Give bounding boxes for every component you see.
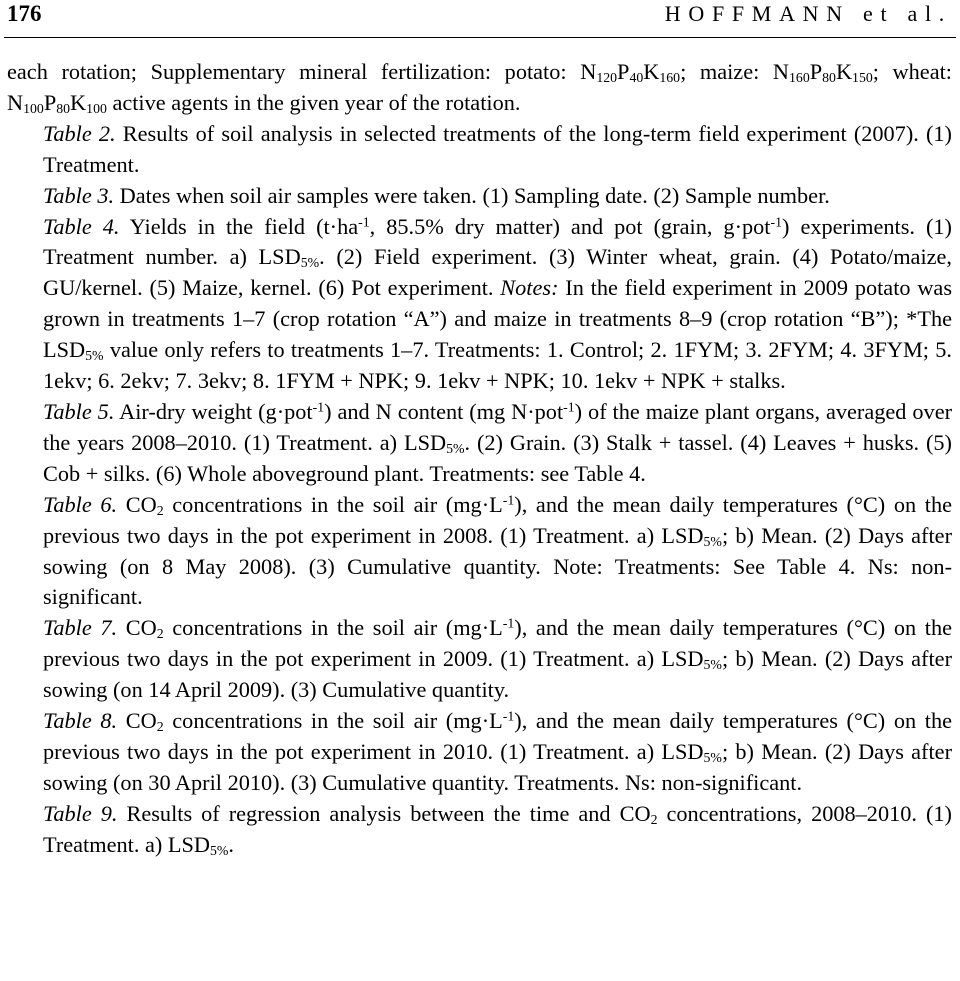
table-label: Table 5.: [43, 398, 115, 424]
subscript: 5%: [210, 842, 229, 858]
text-run: CO: [117, 615, 157, 641]
text-run: , 85.5% dry matter) and pot (grain, g·pot: [369, 213, 771, 239]
subscript: 100: [23, 100, 44, 116]
superscript: -1: [502, 615, 515, 631]
text-run: ), and the mean daily temperatures (°C) on the previous two days in the pot experiment in 2008. (1) Treatment. a) LSD: [43, 491, 952, 548]
text-run: CO: [117, 491, 157, 517]
subscript: 80: [822, 70, 836, 86]
text-run: ) and N content (mg N·pot: [324, 398, 564, 424]
subscript: 120: [596, 70, 618, 86]
table-caption: [7, 799, 952, 861]
continuation-paragraph: [7, 57, 952, 119]
text-run: Air-dry weight (g·pot: [114, 398, 313, 424]
text-run: P: [809, 59, 823, 84]
table-label: Table 9.: [43, 800, 118, 826]
superscript: -1: [502, 492, 515, 508]
text-run: active agents in the given year of the rotation.: [106, 89, 521, 115]
text-run: concentrations in the soil air (mg·L: [163, 491, 503, 517]
text-run: P: [43, 89, 57, 115]
italic-text: Notes:: [500, 275, 559, 301]
table-label: Table 6.: [43, 491, 118, 517]
text-run: Yields in the field (t·ha: [119, 213, 359, 239]
subscript: 150: [852, 70, 873, 86]
table-caption: [7, 613, 952, 706]
subscript: 100: [86, 100, 107, 116]
text-run: ), and the mean daily temperatures (°C) on the previous two days in the pot experiment in 2009. (1) Treatment. a) LSD: [43, 615, 952, 672]
subscript: 160: [659, 70, 681, 86]
subscript: 5%: [703, 533, 722, 549]
text-run: K: [643, 59, 660, 84]
text-run: concentrations in the soil air (mg·L: [163, 708, 503, 734]
text-run: CO: [117, 708, 157, 734]
superscript: -1: [563, 399, 575, 415]
subscript: 5%: [300, 255, 320, 271]
text-run: . (2) Grain. (3) Stalk + tassel. (4) Leaves + husks. (5) Cob + silks. (6) Whole aboveground plant. Treatments: see Table 4.: [43, 429, 952, 486]
text-run: ; wheat: N: [7, 59, 952, 115]
running-head: HOFFMANN et al.: [664, 1, 952, 26]
table-label: Table 7.: [43, 615, 118, 641]
table-caption: [7, 706, 952, 799]
superscript: -1: [502, 708, 515, 724]
text-run: ) experiments. (1) Treatment number. a) LSD: [43, 213, 952, 270]
text-run: each rotation; Supplementary mineral fertilization: potato: N: [7, 59, 597, 84]
subscript: 5%: [446, 440, 465, 456]
text-run: value only refers to treatments 1–7. Treatments: 1. Control; 2. 1FYM; 3. 2FYM; 4. 3FYM; 5. 1ekv; 6. 2ekv; 7. 3ekv; 8. 1FYM + NPK; 9. 1ekv + NPK; 10. 1ekv + NPK + stalks.: [43, 337, 952, 394]
subscript: 160: [789, 70, 810, 86]
table-caption: [7, 119, 952, 181]
table-label: Table 2.: [43, 120, 116, 146]
text-run: In the field experiment in 2009 potato was grown in treatments 1–7 (crop rotation “A”) and maize in treatments 8–9 (crop rotation “B”); *The LSD: [43, 275, 952, 363]
text-run: concentrations in the soil air (mg·L: [163, 615, 503, 641]
table-label: Table 3.: [43, 182, 115, 208]
text-run: ; b) Mean. (2) Days after sowing (on 30 April 2010). (3) Cumulative quantity. Treatments. Ns: non-significant.: [43, 738, 952, 795]
table-caption: [7, 212, 952, 397]
text-run: ; b) Mean. (2) Days after sowing (on 14 April 2009). (3) Cumulative quantity.: [43, 646, 952, 703]
subscript: 2: [156, 626, 164, 642]
text-run: K: [835, 59, 853, 84]
page-number: 176: [7, 1, 42, 26]
table-caption: [7, 490, 952, 614]
text-run: Results of soil analysis in selected treatments of the long-term field experiment (2007). (1) Treatment.: [43, 120, 952, 177]
subscript: 5%: [703, 749, 722, 765]
subscript: 80: [56, 100, 71, 116]
text-run: Results of regression analysis between the time and CO: [117, 800, 651, 826]
subscript: 2: [156, 502, 164, 518]
text-run: ; b) Mean. (2) Days after sowing (on 8 May 2008). (3) Cumulative quantity. Note: Treatments: See Table 4. Ns: non-significant.: [43, 522, 952, 610]
subscript: 40: [629, 70, 644, 86]
text-run: . (2) Field experiment. (3) Winter wheat, grain. (4) Potato/maize, GU/kernel. (5) Maize, kernel. (6) Pot experiment.: [43, 244, 953, 301]
text-run: ), and the mean daily temperatures (°C) on the previous two days in the pot experiment in 2010. (1) Treatment. a) LSD: [43, 708, 952, 764]
text-run: P: [617, 59, 630, 84]
subscript: 2: [650, 811, 658, 827]
table-caption: [7, 181, 952, 212]
page-header: [7, 0, 952, 34]
text-run: ; maize: N: [680, 59, 789, 84]
text-run: .: [228, 831, 234, 857]
subscript: 2: [156, 719, 164, 735]
superscript: -1: [358, 213, 370, 229]
superscript: -1: [770, 213, 783, 229]
header-rule: [4, 37, 956, 38]
text-run: Dates when soil air samples were taken. (1) Sampling date. (2) Sample number.: [114, 182, 830, 208]
superscript: -1: [312, 399, 325, 415]
text-run: concentrations, 2008–2010. (1) Treatment. a) LSD: [43, 800, 952, 857]
subscript: 5%: [703, 657, 722, 673]
text-run: K: [70, 89, 87, 115]
table-label: Table 4.: [43, 213, 120, 239]
table-label: Table 8.: [43, 708, 118, 734]
text-run: ) of the maize plant organs, averaged over the years 2008–2010. (1) Treatment. a) LSD: [43, 398, 953, 455]
document-body: [7, 57, 952, 861]
subscript: 5%: [85, 348, 104, 364]
table-caption: [7, 397, 952, 490]
